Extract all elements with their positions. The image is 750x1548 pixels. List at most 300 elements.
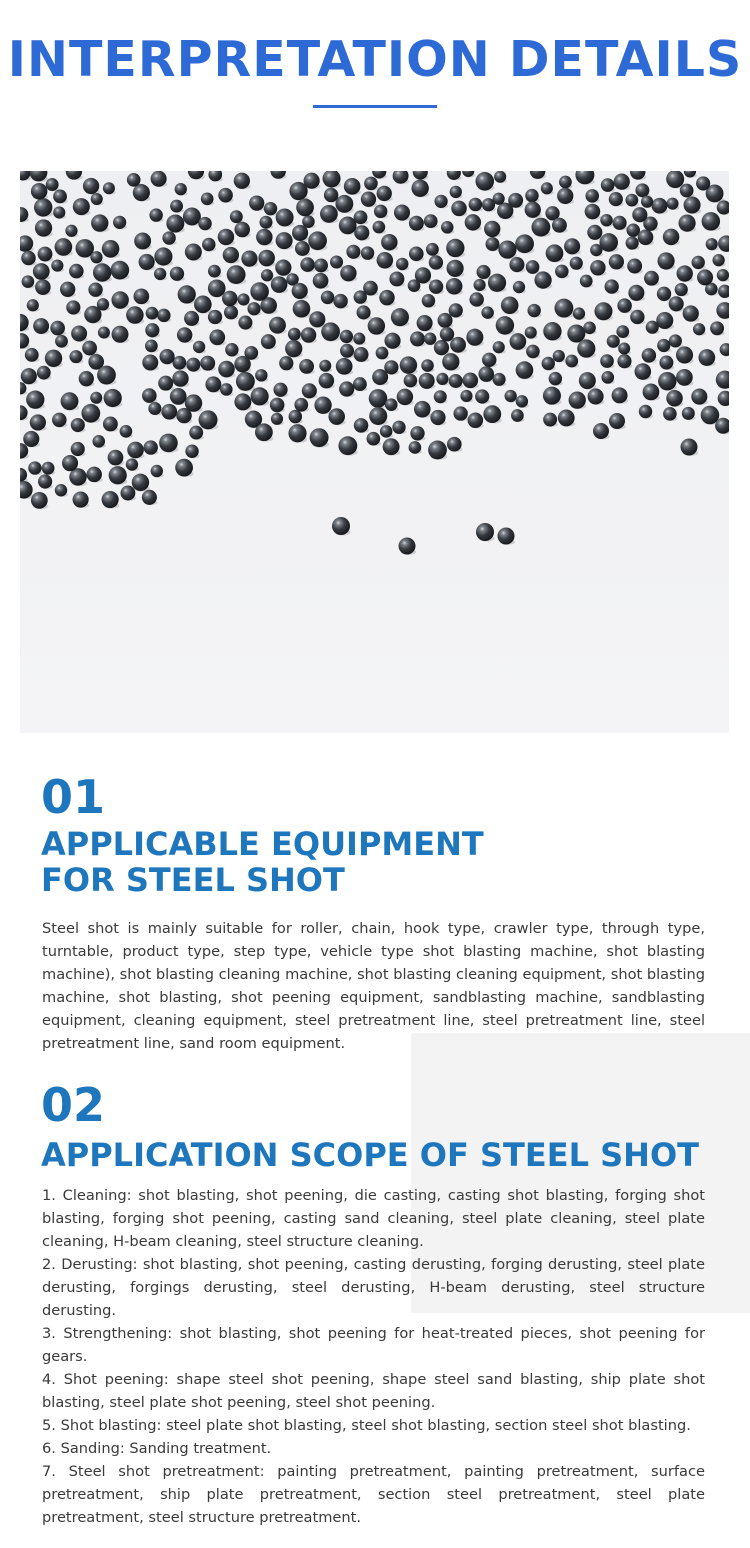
steel-shot-ball: [186, 358, 200, 372]
steel-shot-ball: [607, 335, 620, 348]
steel-shot-ball: [52, 413, 67, 428]
steel-shot-ball: [313, 273, 329, 289]
steel-shot-ball: [579, 372, 596, 389]
steel-shot-ball: [120, 486, 135, 501]
steel-shot-ball: [421, 359, 434, 372]
steel-shot-ball: [447, 260, 464, 277]
steel-shot-ball: [505, 390, 517, 402]
steel-shot-ball: [82, 341, 97, 356]
steel-shot-ball: [419, 373, 435, 389]
steel-shot-ball: [288, 424, 306, 442]
steel-shot-ball: [320, 205, 338, 223]
steel-shot-ball: [314, 258, 328, 272]
steel-shot-ball: [185, 394, 202, 411]
steel-shot-ball: [441, 221, 454, 234]
steel-shot-ball: [340, 330, 353, 343]
steel-shot-ball: [717, 269, 729, 281]
steel-shot-ball: [86, 467, 102, 483]
steel-shot-ball: [669, 296, 684, 311]
steel-shot-ball: [225, 343, 238, 356]
steel-shot-ball: [227, 265, 246, 284]
steel-shot-ball: [424, 214, 438, 228]
steel-shot-ball: [222, 291, 238, 307]
steel-shot-ball: [79, 371, 94, 386]
steel-shot-ball: [35, 279, 51, 295]
steel-shot-ball: [46, 178, 59, 191]
steel-shot-ball: [377, 186, 392, 201]
steel-shot-ball: [279, 356, 293, 370]
steel-shot-ball: [511, 409, 524, 422]
steel-shot-ball: [526, 260, 540, 274]
steel-shot-ball: [238, 293, 250, 305]
steel-shot-ball: [702, 212, 720, 230]
steel-shot-ball: [103, 417, 118, 432]
steel-shot-ball: [567, 324, 585, 342]
steel-shot-ball: [409, 441, 422, 454]
list-item: 7. Steel shot pretreatment: painting pretreatment, painting pretreatment, surface pretreatment, ship plate pretreatment, section steel pretreatment, steel plate pretreatment, steel structure pretreatment.: [42, 1463, 705, 1526]
steel-shot-ball: [409, 246, 424, 261]
steel-shot-ball: [60, 282, 75, 297]
steel-shot-ball: [109, 466, 127, 484]
steel-shot-ball: [21, 368, 37, 384]
steel-shot-ball: [183, 207, 201, 225]
steel-shot-ball: [683, 305, 699, 321]
steel-shot-ball: [302, 383, 317, 398]
steel-shot-ball: [292, 283, 308, 299]
steel-shot-ball: [273, 383, 287, 397]
steel-shot-ball: [37, 366, 51, 380]
steel-shot-ball: [559, 176, 572, 189]
steel-shot-ball: [706, 238, 718, 250]
steel-shot-ball: [354, 347, 369, 362]
steel-shot-ball: [250, 282, 269, 301]
steel-shot-ball: [549, 372, 562, 385]
steel-shot-ball: [526, 345, 540, 359]
steel-shot-ball: [513, 281, 525, 293]
list-item: 6. Sanding: Sanding treatment.: [42, 1440, 272, 1457]
steel-shot-ball: [271, 413, 283, 425]
steel-shot-ball: [440, 327, 454, 341]
steel-shot-ball: [373, 221, 386, 234]
steel-shot-ball: [319, 373, 335, 389]
list-item: 3. Strengthening: shot blasting, shot peening for heat-treated pieces, shot peening for gears.: [42, 1325, 705, 1365]
steel-shot-ball: [120, 425, 133, 438]
steel-shot-ball: [625, 194, 638, 207]
steel-shot-ball: [410, 426, 424, 440]
steel-shot-ball: [609, 192, 623, 206]
steel-shot-ball: [321, 291, 334, 304]
steel-shot-ball: [583, 322, 596, 335]
steel-shot-ball: [258, 250, 275, 267]
page-title: INTERPRETATION DETAILS: [7, 31, 743, 88]
steel-shot-ball: [162, 231, 175, 244]
steel-shot-ball: [234, 173, 250, 189]
steel-shot-ball: [91, 193, 103, 205]
steel-shot-ball: [555, 265, 569, 279]
steel-shot-ball: [642, 348, 656, 362]
steel-shot-ball: [234, 222, 250, 238]
steel-shot-ball: [145, 323, 159, 337]
steel-shot-ball: [541, 182, 553, 194]
steel-shot-ball: [357, 305, 371, 319]
steel-shot-ball: [447, 437, 462, 452]
steel-shot-ball: [626, 223, 640, 237]
steel-shot-ball: [308, 231, 327, 250]
steel-shot-ball: [675, 283, 688, 296]
steel-shot-ball: [385, 398, 398, 411]
steel-shot-ball: [484, 221, 500, 237]
steel-shot-ball: [157, 309, 170, 322]
steel-shot-ball: [475, 389, 489, 403]
steel-shot-ball: [194, 295, 212, 313]
steel-shot-ball: [309, 311, 325, 327]
steel-shot-ball: [330, 255, 343, 268]
steel-shot-ball: [346, 245, 360, 259]
steel-shot-ball: [369, 389, 388, 408]
steel-shot-ball: [333, 294, 347, 308]
steel-shot-ball: [223, 247, 239, 263]
steel-shot-ball: [339, 217, 357, 235]
steel-shot-ball: [644, 271, 659, 286]
steel-shot-ball: [676, 346, 693, 363]
steel-shot-ball: [324, 188, 338, 202]
steel-shot-ball: [546, 244, 564, 262]
steel-shot-ball: [91, 214, 108, 231]
steel-shot-ball: [453, 406, 467, 420]
steel-shot-ball: [249, 195, 264, 210]
steel-shot-ball: [643, 383, 660, 400]
steel-shot-ball: [515, 234, 534, 253]
steel-shot-ball: [569, 391, 586, 408]
steel-shot-ball: [178, 285, 196, 303]
steel-shot-ball: [590, 260, 605, 275]
steel-shot-ball: [669, 334, 682, 347]
steel-shot-ball: [600, 214, 612, 226]
steel-shot-ball: [399, 538, 416, 555]
steel-shot-ball: [663, 229, 680, 246]
steel-shot-ball: [691, 389, 707, 405]
steel-shot-ball: [65, 225, 77, 237]
steel-shot-ball: [154, 247, 172, 265]
steel-shot-ball: [209, 329, 225, 345]
steel-shot-ball: [429, 255, 443, 269]
steel-shot-ball: [103, 182, 115, 194]
steel-shot-ball: [656, 312, 673, 329]
steel-shot-ball: [626, 236, 639, 249]
steel-shot-ball: [30, 414, 46, 430]
steel-shot-ball: [442, 353, 459, 370]
steel-shot-ball: [585, 189, 599, 203]
steel-shot-ball: [392, 421, 405, 434]
steel-shot-ball: [285, 340, 302, 357]
steel-shot-ball: [676, 369, 693, 386]
steel-shot-ball: [199, 410, 218, 429]
steel-shot-ball: [28, 461, 41, 474]
steel-shot-ball: [61, 392, 79, 410]
steel-shot-ball: [659, 356, 673, 370]
steel-shot-ball: [684, 196, 701, 213]
steel-shot-ball: [612, 387, 628, 403]
steel-shot-ball: [496, 316, 514, 334]
steel-shot-ball: [288, 328, 301, 341]
steel-shot-ball: [354, 290, 367, 303]
steel-shot-ball: [498, 240, 516, 258]
steel-shot-ball: [53, 206, 65, 218]
steel-shot-ball: [376, 347, 389, 360]
steel-shot-ball: [525, 327, 537, 339]
steel-shot-ball: [132, 474, 149, 491]
steel-shot-ball: [543, 387, 561, 405]
steel-shot-ball: [394, 205, 410, 221]
steel-shot-ball: [236, 372, 255, 391]
steel-shot-ball: [493, 193, 505, 205]
steel-shot-ball: [564, 238, 580, 254]
steel-shot-ball: [438, 313, 453, 328]
steel-shot-ball: [144, 440, 158, 454]
steel-shot-ball: [31, 183, 48, 200]
steel-shot-ball: [335, 195, 353, 213]
steel-shot-ball: [434, 390, 447, 403]
title-underline: [313, 105, 437, 108]
steel-shot-ball: [185, 243, 202, 260]
steel-shot-ball: [657, 252, 674, 269]
steel-shot-ball: [468, 412, 484, 428]
steel-shot-ball: [126, 458, 138, 470]
steel-shot-ball: [200, 356, 215, 371]
steel-shot-ball: [634, 363, 651, 380]
steel-shot-ball: [557, 188, 573, 204]
steel-shot-ball: [255, 423, 273, 441]
steel-shot-ball: [276, 232, 293, 249]
steel-shot-ball: [570, 257, 583, 270]
steel-shot-ball: [90, 392, 102, 404]
steel-shot-ball: [618, 342, 630, 354]
steel-shot-ball: [159, 349, 174, 364]
steel-shot-ball: [304, 173, 320, 189]
steel-shot-ball: [657, 339, 670, 352]
steel-shot-ball: [247, 302, 260, 315]
steel-shot-ball: [38, 474, 52, 488]
steel-shot-ball: [391, 308, 409, 326]
steel-shot-ball: [202, 238, 215, 251]
steel-shot-ball: [632, 207, 647, 222]
steel-shot-ball: [300, 257, 315, 272]
steel-shot-ball: [88, 282, 102, 296]
steel-shot-ball: [31, 492, 48, 509]
steel-shot-ball: [617, 298, 632, 313]
steel-shot-ball: [339, 381, 354, 396]
list-item: 5. Shot blasting: steel plate shot blasting, steel shot blasting, section steel shot blasting.: [42, 1417, 691, 1434]
steel-shot-ball: [34, 198, 52, 216]
steel-shot-ball: [35, 219, 52, 236]
steel-shot-ball: [25, 348, 39, 362]
steel-shot-ball: [414, 401, 431, 418]
steel-shot-ball: [682, 407, 695, 420]
steel-shot-ball: [712, 254, 724, 266]
steel-shot-ball: [400, 356, 417, 373]
steel-shot-ball: [469, 292, 483, 306]
section-1-body: Steel shot is mainly suitable for roller, chain, hook type, crawler type, through type, turntable, product type, step type, vehicle type shot blasting machine, shot blasting machine), shot blasting cleaning machine, shot blasting cleaning equipment, shot blasting machine, shot blasting, shot peening equipment, sandblasting machine, sandblasting equipment, cleaning equipment, steel pretreatment line, steel pretreatment line, steel pretreatment line, sand room equipment.: [42, 920, 706, 1052]
steel-shot-ball: [26, 391, 44, 409]
steel-shot-ball: [616, 325, 629, 338]
steel-shot-ball: [397, 389, 413, 405]
steel-shot-ball: [361, 246, 374, 259]
steel-shot-ball: [639, 405, 652, 418]
steel-shot-ball: [102, 240, 120, 258]
steel-shot-ball: [241, 250, 257, 266]
steel-shot-ball: [145, 340, 158, 353]
steel-shot-ball: [149, 208, 162, 221]
steel-shot-ball: [630, 310, 644, 324]
steel-shot-ball: [42, 462, 55, 475]
steel-shot-ball: [613, 216, 627, 230]
steel-shot-ball: [641, 196, 653, 208]
steel-shot-ball: [292, 225, 308, 241]
section-number-02: 02: [41, 1078, 106, 1132]
steel-shot-ball: [450, 186, 462, 198]
steel-shot-ball: [205, 376, 221, 392]
steel-shot-ball: [383, 438, 400, 455]
steel-shot-ball: [148, 402, 161, 415]
steel-shot-ball: [677, 265, 693, 281]
steel-shot-ball: [198, 217, 211, 230]
steel-shot-ball: [127, 442, 144, 459]
steel-shot-ball: [50, 321, 65, 336]
steel-shot-ball: [697, 269, 713, 285]
steel-shot-ball: [410, 331, 425, 346]
steel-shot-ball: [314, 397, 331, 414]
steel-shot-ball: [69, 350, 82, 363]
steel-shot-ball: [658, 372, 676, 390]
steel-shot-ball: [710, 321, 724, 335]
steel-shot-ball: [73, 492, 89, 508]
steel-shot-ball: [23, 431, 39, 447]
steel-shot-ball: [275, 259, 291, 275]
steel-shot-ball: [481, 306, 494, 319]
steel-shot-ball: [158, 376, 173, 391]
steel-shot-ball: [628, 285, 644, 301]
steel-shot-ball: [696, 176, 710, 190]
steel-shot-ball: [354, 418, 368, 432]
steel-shot-ball: [543, 413, 557, 427]
steel-shot-ball: [593, 423, 609, 439]
steel-shot-ball: [368, 317, 385, 334]
steel-shot-ball: [71, 326, 87, 342]
steel-shot-ball: [663, 407, 677, 421]
steel-shot-ball: [510, 333, 527, 350]
steel-shot-ball: [172, 370, 188, 386]
steel-shot-ball: [295, 241, 310, 256]
section-title-application-scope: APPLICATION SCOPE OF STEEL SHOT: [41, 1136, 699, 1174]
steel-shot-ball: [364, 177, 378, 191]
steel-shot-ball: [377, 252, 394, 269]
steel-shot-ball: [201, 192, 214, 205]
steel-shot-ball: [261, 334, 276, 349]
steel-shot-ball: [55, 238, 73, 256]
steel-shot-ball: [177, 327, 192, 342]
steel-shot-ball: [424, 332, 436, 344]
steel-shot-ball: [426, 243, 439, 256]
steel-shot-ball: [98, 326, 110, 338]
steel-shot-ball: [498, 528, 515, 545]
steel-shot-ball: [261, 269, 273, 281]
list-item: 4. Shot peening: shape steel shot peening, shape steel sand blasting, ship plate shot blasting, steel plate shot peening, steel shot peening.: [42, 1371, 705, 1411]
steel-shot-ball: [73, 198, 90, 215]
section-number-01: 01: [41, 770, 106, 824]
steel-shot-ball: [475, 172, 494, 191]
steel-shot-ball: [430, 410, 445, 425]
steel-shot-ball: [449, 374, 463, 388]
steel-shot-ball: [234, 393, 251, 410]
steel-shot-ball: [516, 395, 528, 407]
steel-shot-ball: [218, 361, 235, 378]
steel-shot-ball: [587, 225, 602, 240]
steel-shot-ball: [66, 300, 80, 314]
steel-shot-ball: [573, 307, 585, 319]
steel-shot-ball: [33, 263, 50, 280]
steel-shot-ball: [681, 439, 698, 456]
steel-shot-ball: [142, 490, 157, 505]
steel-shot-ball: [361, 192, 376, 207]
steel-shot-ball: [220, 383, 233, 396]
steel-shot-ball: [367, 432, 381, 446]
steel-shot-ball: [580, 275, 593, 288]
steel-shot-ball: [446, 278, 463, 295]
steel-shot-ball: [294, 398, 308, 412]
steel-shot-ball: [553, 350, 565, 362]
steel-shot-ball: [332, 517, 350, 535]
steel-shot-ball: [380, 425, 393, 438]
steel-shot-ball: [389, 271, 404, 286]
steel-shot-ball: [238, 316, 252, 330]
steel-shot-ball: [81, 404, 100, 423]
steel-shot-ball: [21, 251, 36, 266]
steel-shot-ball: [170, 267, 184, 281]
steel-shot-ball: [175, 183, 187, 195]
steel-shot-ball: [269, 317, 286, 334]
steel-shot-ball: [133, 288, 149, 304]
steel-shot-ball: [71, 442, 85, 456]
steel-shot-ball: [422, 294, 435, 307]
steel-shot-ball: [55, 484, 67, 496]
steel-shot-ball: [185, 445, 198, 458]
section-title-applicable-equipment: [41, 826, 484, 898]
steel-shot-ball: [259, 216, 272, 229]
steel-shot-ball: [90, 251, 102, 263]
steel-shot-ball: [170, 200, 183, 213]
steel-shot-ball: [340, 265, 356, 281]
steel-shot-ball: [126, 306, 144, 324]
steel-shot-ball: [482, 353, 496, 367]
steel-shot-ball: [344, 178, 361, 195]
steel-shot-ball: [666, 390, 683, 407]
steel-shot-ball: [474, 279, 486, 291]
steel-shot-ball: [92, 435, 105, 448]
steel-shot-ball: [151, 171, 167, 187]
steel-shot-ball: [525, 202, 541, 218]
steel-shot-ball: [45, 350, 62, 367]
steel-shot-ball: [369, 407, 387, 425]
steel-shot-ball: [71, 418, 85, 432]
steel-shot-ball: [534, 271, 551, 288]
steel-shot-photo: [20, 171, 729, 733]
steel-shot-ball: [146, 307, 159, 320]
steel-shot-ball: [193, 341, 205, 353]
steel-shot-ball: [161, 404, 177, 420]
steel-shot-ball: [110, 261, 129, 280]
steel-shot-ball: [605, 279, 619, 293]
steel-shot-ball: [55, 335, 68, 348]
